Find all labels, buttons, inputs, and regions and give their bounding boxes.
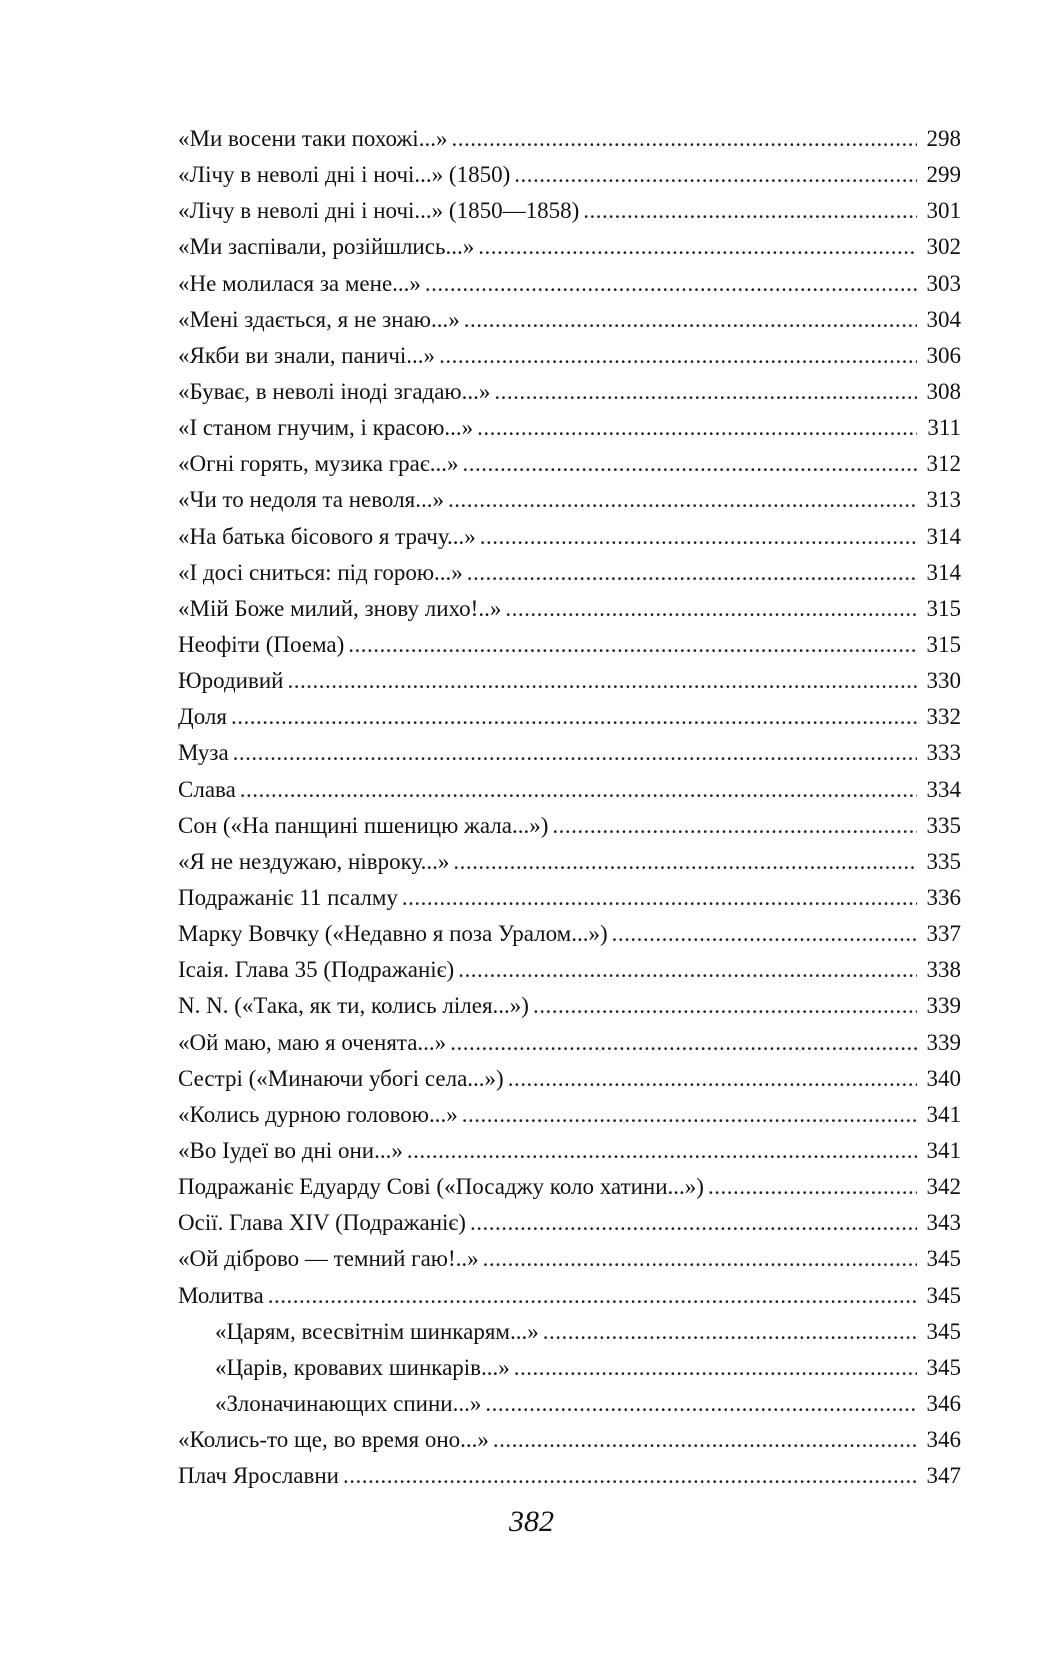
toc-entry-title: «Царів, кровавих шинкарів...» — [215, 1354, 510, 1380]
page-number: 382 — [509, 1505, 554, 1538]
toc-entry-page: 345 — [926, 1246, 961, 1272]
toc-entry-title: N. N. («Така, як ти, колись лілея...») — [178, 993, 529, 1019]
dot-leader — [450, 1025, 917, 1061]
toc-entry-title: «Мені здається, я не знаю...» — [178, 306, 460, 332]
toc-entry-page: 341 — [926, 1137, 961, 1163]
dot-leader — [458, 952, 917, 988]
dot-leader — [612, 916, 917, 952]
toc-entry-page: 342 — [926, 1174, 961, 1200]
toc-entry — [178, 1350, 961, 1386]
toc-entry — [178, 1025, 961, 1061]
toc-entry-title: «Мій Боже милий, знову лихо!..» — [178, 595, 502, 621]
dot-leader — [485, 1386, 917, 1422]
toc-entry-page: 311 — [927, 415, 961, 441]
toc-entry — [178, 988, 961, 1024]
toc-entry-title: «Лічу в неволі дні і ночі...» (1850) — [178, 162, 511, 188]
toc-entry-title: Ісаія. Глава 35 (Подражаніє) — [178, 957, 455, 983]
toc-entry — [178, 591, 961, 627]
toc-entry-title: Сестрі («Минаючи убогі села...») — [178, 1065, 504, 1091]
toc-entry-page: 347 — [926, 1463, 961, 1489]
toc-entry-title: «Ми восени таки похожі...» — [178, 126, 448, 151]
toc-entry-page: 298 — [926, 126, 961, 151]
toc-entry — [178, 663, 961, 699]
toc-entry — [178, 555, 961, 591]
dot-leader — [464, 302, 917, 338]
toc-entry-title: «Злоначинающих спини...» — [215, 1390, 482, 1416]
toc-entry-page: 339 — [926, 1029, 961, 1055]
toc-entry — [178, 1133, 961, 1169]
toc-entry-page: 299 — [926, 162, 961, 188]
toc-entry — [178, 302, 961, 338]
dot-leader — [480, 519, 917, 555]
toc-entry-title: Юродивий — [178, 668, 284, 694]
dot-leader — [470, 1205, 917, 1241]
toc-entry — [178, 772, 961, 808]
toc-entry-page: 303 — [926, 270, 961, 296]
toc-entry — [178, 374, 961, 410]
toc-entry — [178, 1314, 961, 1350]
toc-entry-page: 312 — [926, 451, 961, 477]
toc-entry-title: «Во Іудеї во дні они...» — [178, 1137, 403, 1163]
toc-entry-page: 338 — [926, 957, 961, 983]
dot-leader — [231, 699, 917, 735]
dot-leader — [407, 1133, 917, 1169]
toc-entry-title: Сон («На панщині пшеницю жала...») — [178, 812, 549, 838]
toc-entry-page: 346 — [926, 1427, 961, 1453]
toc-entry-page: 345 — [926, 1318, 961, 1344]
toc-entry-title: Неофіти (Поема) — [178, 631, 345, 657]
dot-leader — [583, 193, 917, 229]
toc-entry-title: Плач Ярославни — [178, 1463, 339, 1489]
dot-leader — [348, 627, 917, 663]
dot-leader — [439, 338, 917, 374]
toc-entry-title: «Огні горять, музика грає...» — [178, 451, 459, 477]
toc-entry-page: 335 — [926, 812, 961, 838]
toc-entry — [178, 1386, 961, 1422]
dot-leader — [514, 157, 917, 193]
dot-leader — [508, 1061, 917, 1097]
toc-entry — [178, 880, 961, 916]
dot-leader — [451, 121, 917, 157]
toc-entry-page: 336 — [926, 884, 961, 910]
toc-entry-title: «Чи то недоля та неволя...» — [178, 487, 444, 513]
toc-entry-page: 314 — [926, 523, 961, 549]
dot-leader — [543, 1314, 917, 1350]
toc-entry — [178, 1061, 961, 1097]
toc-entry-page: 345 — [926, 1354, 961, 1380]
toc-entry-page: 335 — [926, 848, 961, 874]
dot-leader — [343, 1458, 917, 1494]
dot-leader — [505, 591, 917, 627]
toc-entry-page: 306 — [926, 342, 961, 368]
toc-entry — [178, 519, 961, 555]
toc-entry-title: «Не молилася за мене...» — [178, 270, 421, 296]
toc-entry — [178, 1458, 961, 1494]
table-of-contents — [178, 121, 961, 1494]
dot-leader — [268, 1278, 917, 1314]
dot-leader — [483, 1241, 917, 1277]
toc-entry-page: 340 — [926, 1065, 961, 1091]
toc-entry-title: «Ой маю, маю я оченята...» — [178, 1029, 447, 1055]
toc-entry-title: «Буває, в неволі іноді згадаю...» — [178, 378, 491, 404]
dot-leader — [462, 446, 917, 482]
dot-leader — [287, 663, 917, 699]
toc-entry-title: Подражаніє 11 псалму — [178, 884, 398, 910]
toc-entry — [178, 699, 961, 735]
dot-leader — [240, 772, 917, 808]
toc-entry — [178, 266, 961, 302]
toc-entry — [178, 627, 961, 663]
dot-leader — [453, 844, 917, 880]
toc-entry-title: Подражаніє Едуарду Сові («Посаджу коло хатини...») — [178, 1174, 704, 1200]
toc-entry-title: «Я не нездужаю, нівроку...» — [178, 848, 450, 874]
toc-entry-page: 334 — [926, 776, 961, 802]
dot-leader — [478, 229, 917, 265]
toc-entry-page: 313 — [926, 487, 961, 513]
toc-entry-title: Осії. Глава XIV (Подражаніє) — [178, 1210, 466, 1236]
toc-entry — [178, 229, 961, 265]
toc-entry-page: 302 — [926, 234, 961, 260]
toc-entry-title: Молитва — [178, 1282, 264, 1308]
toc-entry-page: 301 — [926, 198, 961, 224]
dot-leader — [402, 880, 917, 916]
toc-entry-page: 333 — [926, 740, 961, 766]
toc-entry-title: «На батька бісового я трачу...» — [178, 523, 476, 549]
dot-leader — [533, 988, 917, 1024]
toc-entry — [178, 844, 961, 880]
toc-entry-title: «Ой діброво — темний гаю!..» — [178, 1246, 479, 1272]
dot-leader — [448, 482, 917, 518]
toc-entry-page: 343 — [926, 1210, 961, 1236]
toc-entry-title: «Ми заспівали, розійшлись...» — [178, 234, 475, 260]
dot-leader — [425, 266, 917, 302]
toc-entry-title: «Царям, всесвітнім шинкарям...» — [215, 1318, 539, 1344]
toc-entry-page: 345 — [926, 1282, 961, 1308]
dot-leader — [493, 1422, 917, 1458]
toc-entry-page: 308 — [926, 378, 961, 404]
toc-entry — [178, 1241, 961, 1277]
dot-leader — [467, 555, 917, 591]
toc-entry-page: 304 — [926, 306, 961, 332]
toc-entry-page: 339 — [926, 993, 961, 1019]
toc-entry — [178, 446, 961, 482]
dot-leader — [233, 735, 917, 771]
toc-entry-title: Слава — [178, 776, 236, 802]
toc-entry-page: 330 — [926, 668, 961, 694]
toc-entry-page: 315 — [926, 595, 961, 621]
toc-entry — [178, 1278, 961, 1314]
toc-entry — [178, 121, 961, 157]
toc-entry-title: «І досі сниться: під горою...» — [178, 559, 463, 585]
toc-entry-page: 332 — [926, 704, 961, 730]
toc-entry — [178, 808, 961, 844]
dot-leader — [708, 1169, 917, 1205]
toc-entry — [178, 338, 961, 374]
toc-entry-page: 315 — [926, 631, 961, 657]
toc-entry-title: «Лічу в неволі дні і ночі...» (1850—1858) — [178, 198, 580, 224]
toc-entry — [178, 1205, 961, 1241]
toc-entry — [178, 410, 961, 446]
toc-entry — [178, 916, 961, 952]
toc-entry — [178, 157, 961, 193]
toc-entry-title: Муза — [178, 740, 229, 766]
toc-entry-title: «Колись-то ще, во время оно...» — [178, 1427, 489, 1453]
toc-entry — [178, 1097, 961, 1133]
dot-leader — [462, 1097, 917, 1133]
toc-entry-title: Доля — [178, 704, 227, 730]
toc-entry — [178, 1422, 961, 1458]
dot-leader — [494, 374, 917, 410]
toc-entry-title: «Якби ви знали, паничі...» — [178, 342, 436, 368]
toc-entry-page: 341 — [926, 1101, 961, 1127]
toc-entry — [178, 193, 961, 229]
toc-entry — [178, 952, 961, 988]
dot-leader — [477, 410, 917, 446]
toc-entry — [178, 735, 961, 771]
toc-entry-title: «І станом гнучим, і красою...» — [178, 415, 474, 441]
toc-entry-title: Марку Вовчку («Недавно я поза Уралом...») — [178, 921, 608, 947]
toc-entry-page: 314 — [926, 559, 961, 585]
dot-leader — [514, 1350, 917, 1386]
toc-entry-title: «Колись дурною головою...» — [178, 1101, 458, 1127]
toc-entry — [178, 1169, 961, 1205]
toc-entry — [178, 482, 961, 518]
dot-leader — [552, 808, 917, 844]
toc-entry-page: 346 — [926, 1390, 961, 1416]
toc-entry-page: 337 — [926, 921, 961, 947]
